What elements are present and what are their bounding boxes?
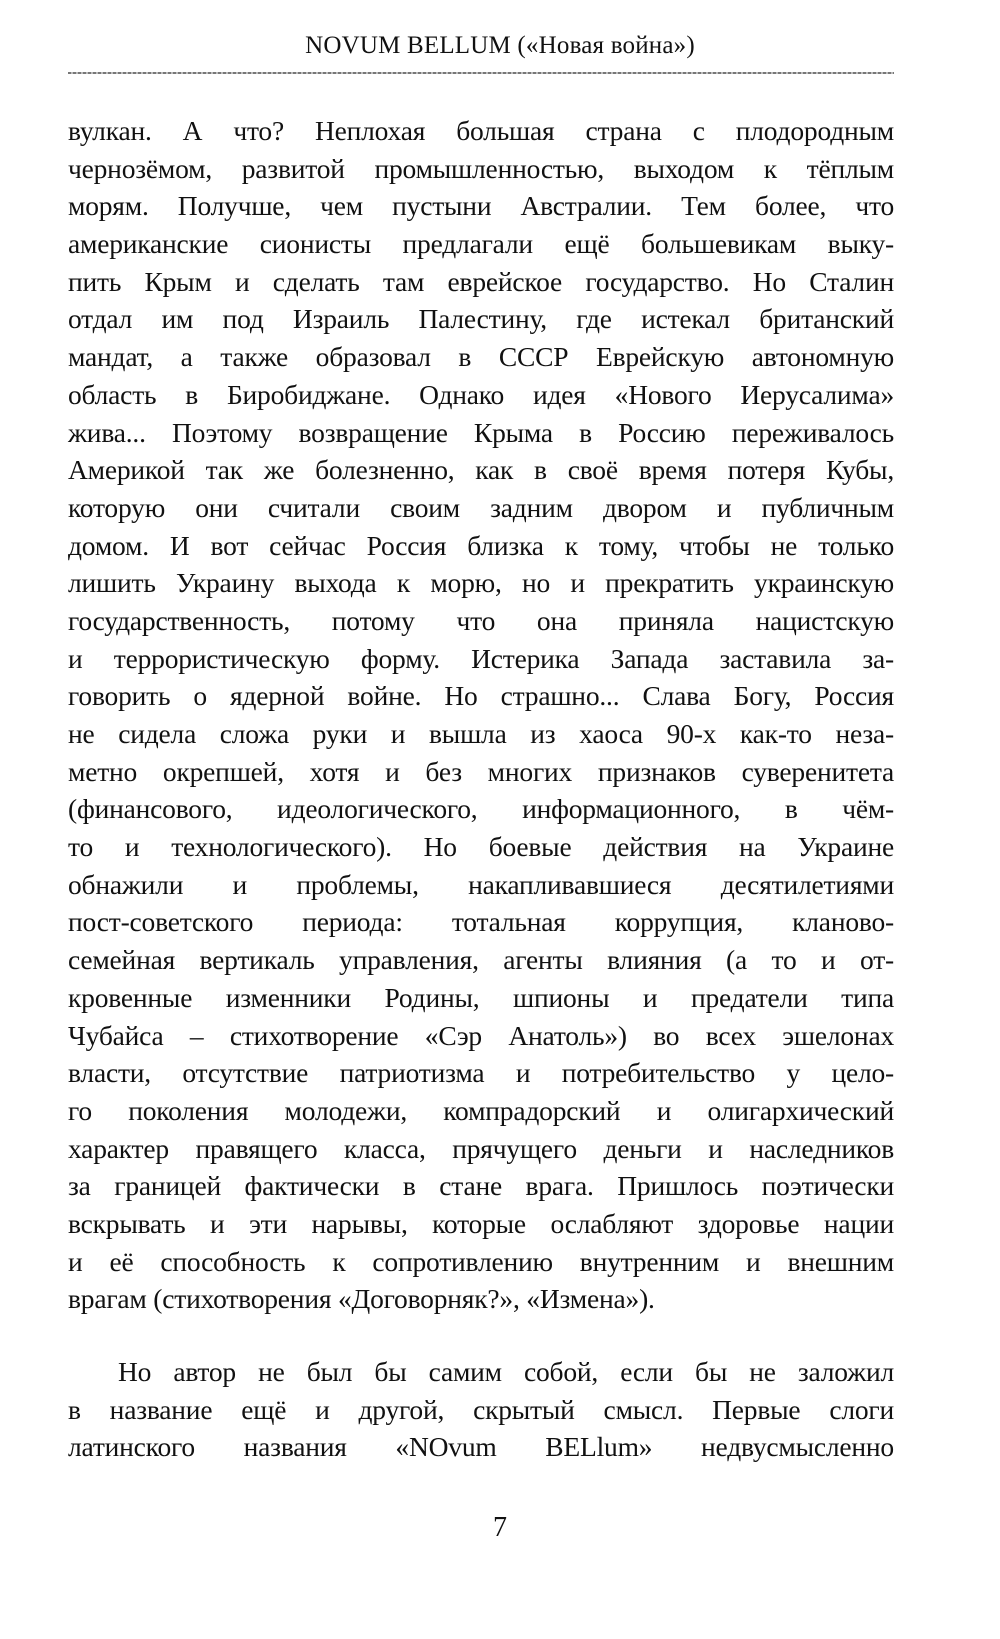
text-line: пост-советского периода: тотальная коррупция, кланово- — [68, 906, 894, 938]
text-line: лишить Украину выхода к морю, но и прекратить украинскую — [68, 567, 894, 599]
text-line: Но автор не был бы самим собой, если бы не заложил — [118, 1356, 894, 1387]
text-line: Чубайса – стихотворение «Сэр Анатоль») во всех эшелонах — [68, 1019, 894, 1051]
text-line: семейная вертикаль управления, агенты влияния (а то и от- — [68, 944, 894, 976]
text-line: отдал им под Израиль Палестину, где истекал британский — [68, 303, 894, 335]
text-line: метно окрепшей, хотя и без многих признаков суверенитета — [68, 755, 894, 787]
text-line: которую они считали своим задним двором и публичным — [68, 491, 894, 523]
text-line: американские сионисты предлагали ещё большевикам выку- — [68, 228, 894, 260]
page-number: 7 — [493, 1512, 507, 1543]
text-line: вскрывать и эти нарывы, которые ослабляют здоровье нации — [68, 1207, 894, 1239]
text-line: чернозёмом, развитой промышленностью, выходом к тёплым — [68, 152, 894, 184]
text-line: латинского названия «NOvum BELlum» недвусмысленно — [68, 1431, 894, 1463]
text-line: государственность, потому что она приняла нацистскую — [68, 604, 894, 636]
text-line: власти, отсутствие патриотизма и потребительство у цело- — [68, 1057, 894, 1089]
running-header: NOVUM BELLUM («Новая война») — [305, 32, 695, 59]
text-line: область в Биробиджане. Однако идея «Нового Иерусалима» — [68, 378, 894, 410]
text-line: домом. И вот сейчас Россия близка к тому, чтобы не только — [68, 529, 894, 561]
text-line: вулкан. А что? Неплохая большая страна с плодородным — [68, 115, 894, 146]
text-line: Америкой так же болезненно, как в своё время потеря Кубы, — [68, 454, 894, 486]
text-line: за границей фактически в стане врага. Пришлось поэтически — [68, 1170, 894, 1202]
text-line: обнажили и проблемы, накапливавшиеся десятилетиями — [68, 868, 894, 900]
text-line: в название ещё и другой, скрытый смысл. Первые слоги — [68, 1393, 894, 1425]
text-line: то и технологического). Но боевые действия на Украине — [68, 831, 894, 863]
text-line: морям. Получше, чем пустыни Австралии. Тем более, что — [68, 190, 894, 222]
text-line: не сидела сложа руки и вышла из хаоса 90-х как-то неза- — [68, 718, 894, 749]
text-line: характер правящего класса, прячущего деньги и наследников — [68, 1132, 894, 1164]
text-line: пить Крым и сделать там еврейское государство. Но Сталин — [68, 265, 894, 297]
paragraph-2 — [68, 1353, 894, 1466]
text-line: (финансового, идеологического, информационного, в чём- — [68, 793, 894, 825]
text-line: кровенные изменники Родины, шпионы и предатели типа — [68, 981, 894, 1013]
paragraph-1 — [68, 112, 894, 1318]
header-rule — [68, 72, 894, 74]
text-line: го поколения молодежи, компрадорский и олигархический — [68, 1094, 894, 1126]
text-line: жива... Поэтому возвращение Крыма в Россию переживалось — [68, 416, 894, 448]
text-line: и её способность к сопротивлению внутренним и внешним — [68, 1245, 894, 1277]
text-line: врагам (стихотворения «Договорняк?», «Измена»). — [68, 1283, 655, 1315]
text-line: мандат, а также образовал в СССР Еврейскую автономную — [68, 341, 894, 373]
text-line: и террористическую форму. Истерика Запада заставила за- — [68, 642, 894, 674]
text-line: говорить о ядерной войне. Но страшно... Слава Богу, Россия — [68, 680, 894, 712]
